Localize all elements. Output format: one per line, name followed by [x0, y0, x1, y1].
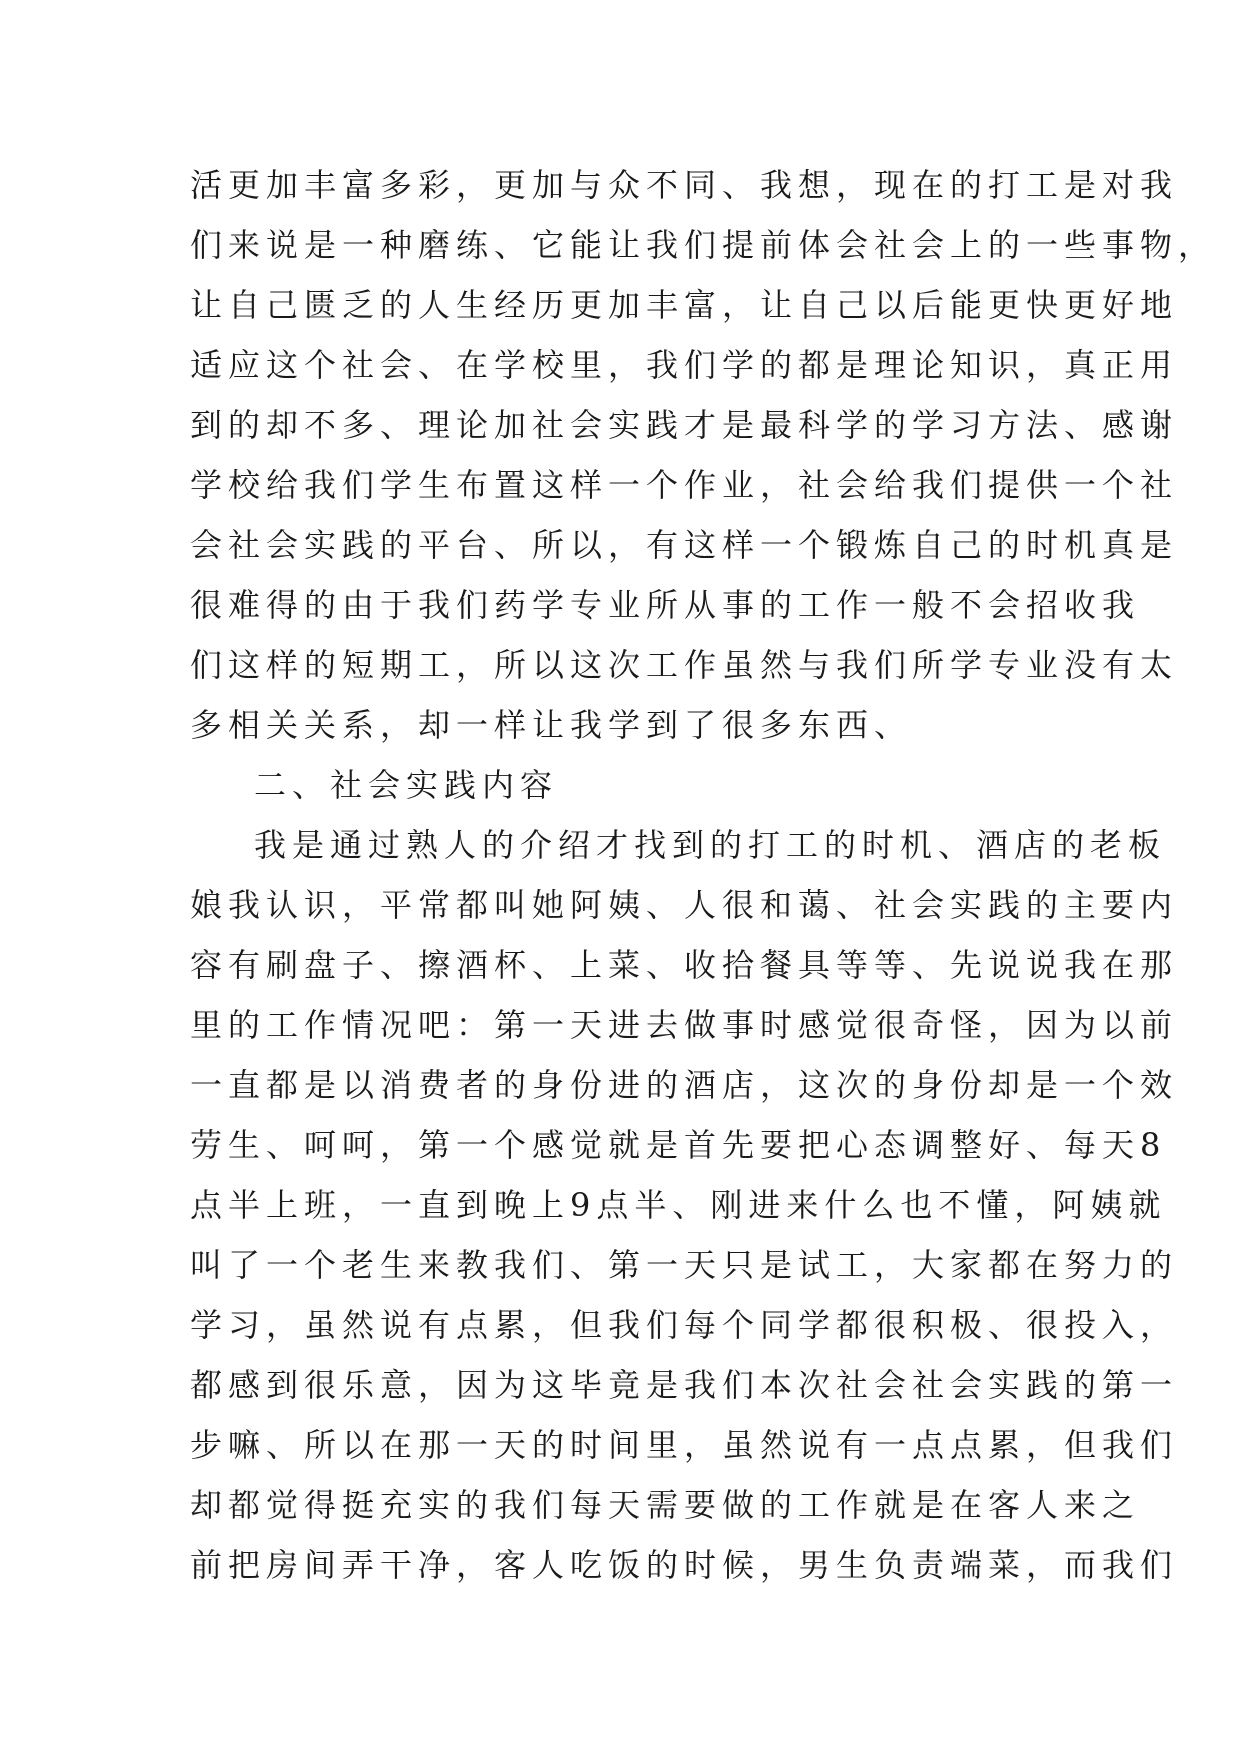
text-line: 娘我认识，平常都叫她阿姨、人很和蔼、社会实践的主要内	[190, 886, 1179, 924]
section-heading: 二、社会实践内容	[254, 766, 559, 804]
text-line: 都感到很乐意，因为这毕竟是我们本次社会社会实践的第一	[190, 1366, 1179, 1404]
text-line: 叫了一个老生来教我们、第一天只是试工，大家都在努力的	[190, 1246, 1179, 1284]
text-line: 会社会实践的平台、所以，有这样一个锻炼自己的时机真是	[190, 526, 1179, 564]
text-line: 很难得的由于我们药学专业所从事的工作一般不会招收我	[190, 586, 1141, 624]
body-text	[190, 155, 1217, 1595]
text-line: 们这样的短期工，所以这次工作虽然与我们所学专业没有太	[190, 646, 1179, 684]
text-line: 一直都是以消费者的身份进的酒店，这次的身份却是一个效	[190, 1066, 1179, 1104]
text-line: 们来说是一种磨练、它能让我们提前体会社会上的一些事物，	[190, 226, 1217, 264]
text-line: 却都觉得挺充实的我们每天需要做的工作就是在客人来之	[190, 1486, 1141, 1524]
text-line: 到的却不多、理论加社会实践才是最科学的学习方法、感谢	[190, 406, 1179, 444]
paragraph-first-line: 我是通过熟人的介绍才找到的打工的时机、酒店的老板	[254, 826, 1167, 864]
text-line: 劳生、呵呵，第一个感觉就是首先要把心态调整好、每天8	[190, 1126, 1167, 1164]
text-line: 里的工作情况吧：第一天进去做事时感觉很奇怪，因为以前	[190, 1006, 1179, 1044]
text-line: 点半上班，一直到晚上9点半、刚进来什么也不懂，阿姨就	[190, 1186, 1167, 1224]
text-line: 学校给我们学生布置这样一个作业，社会给我们提供一个社	[190, 466, 1179, 504]
text-line: 前把房间弄干净，客人吃饭的时候，男生负责端菜，而我们	[190, 1546, 1179, 1584]
text-line: 步嘛、所以在那一天的时间里，虽然说有一点点累，但我们	[190, 1426, 1179, 1464]
text-line: 活更加丰富多彩，更加与众不同、我想，现在的打工是对我	[190, 166, 1179, 204]
text-line: 学习，虽然说有点累，但我们每个同学都很积极、很投入，	[190, 1306, 1179, 1344]
text-line: 让自己匮乏的人生经历更加丰富，让自己以后能更快更好地	[190, 286, 1179, 324]
text-line: 多相关关系，却一样让我学到了很多东西、	[190, 706, 913, 744]
text-line: 容有刷盘子、擦酒杯、上菜、收拾餐具等等、先说说我在那	[190, 946, 1179, 984]
text-line: 适应这个社会、在学校里，我们学的都是理论知识，真正用	[190, 346, 1179, 384]
